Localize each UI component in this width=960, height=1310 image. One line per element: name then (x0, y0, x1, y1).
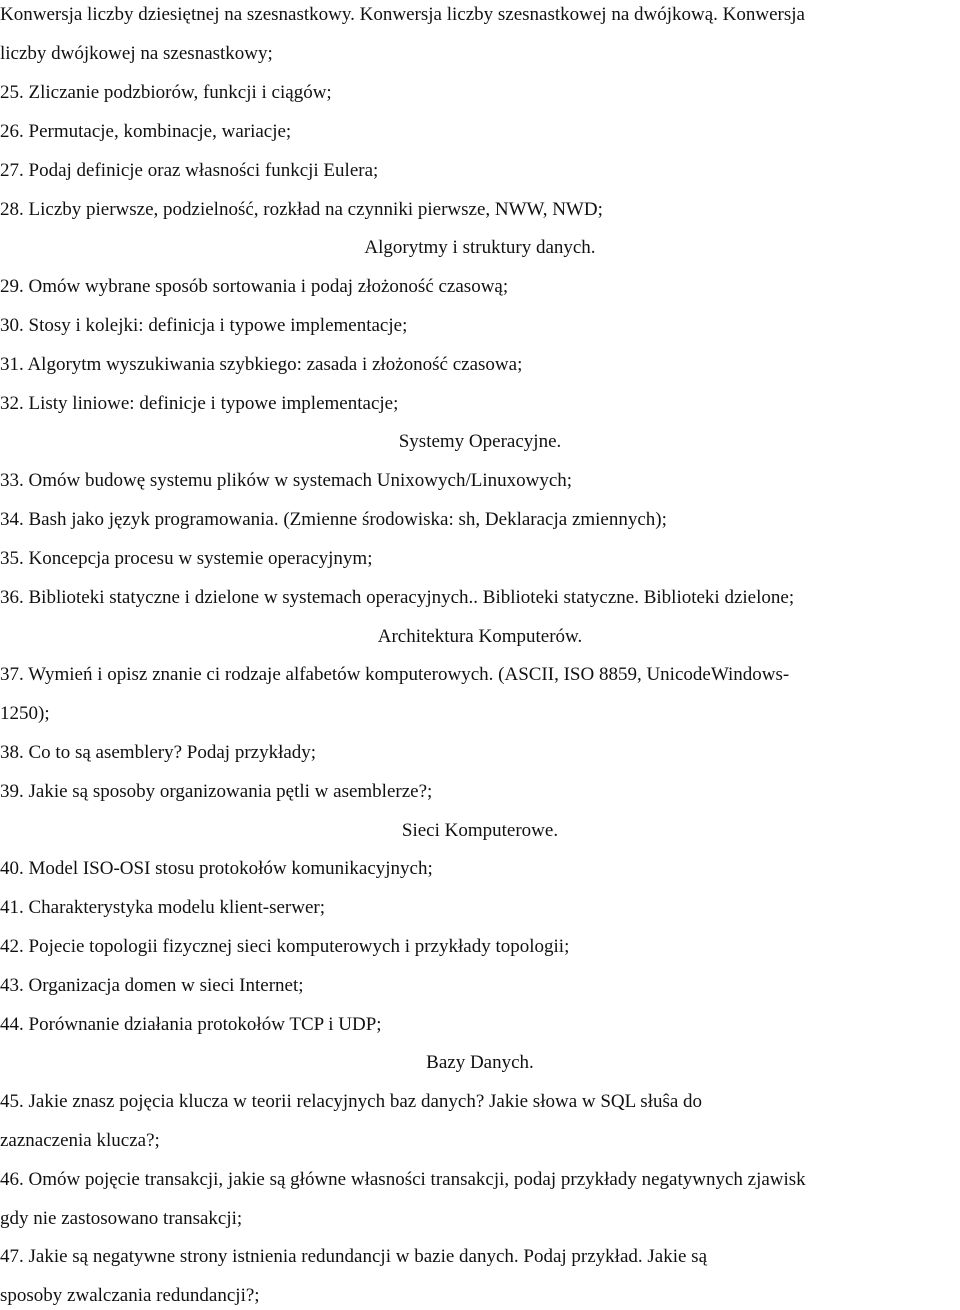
section-heading-databases: Bazy Danych. (426, 1052, 534, 1073)
question-26: 26. Permutacje, kombinacje, wariacje; (0, 121, 292, 142)
section-heading-architecture: Architektura Komputerów. (377, 626, 583, 647)
question-31: 31. Algorytm wyszukiwania szybkiego: zasada i złożoność czasowa; (0, 354, 523, 375)
intro-line-2: liczby dwójkowej na szesnastkowy; (0, 43, 273, 64)
question-32: 32. Listy liniowe: definicje i typowe implementacje; (0, 393, 399, 414)
question-40: 40. Model ISO-OSI stosu protokołów komunikacyjnych; (0, 858, 433, 879)
question-45-line-2: zaznaczenia klucza?; (0, 1130, 160, 1151)
question-45-line-1: 45. Jakie znasz pojęcia klucza w teorii relacyjnych baz danych? Jakie słowa w SQL słuŝa do (0, 1091, 703, 1112)
question-42: 42. Pojecie topologii fizycznej sieci komputerowych i przykłady topologii; (0, 936, 570, 957)
question-37-line-1: 37. Wymień i opisz znanie ci rodzaje alfabetów komputerowych. (ASCII, ISO 8859, UnicodeWindows- (0, 664, 790, 685)
question-39: 39. Jakie są sposoby organizowania pętli w asemblerze?; (0, 781, 433, 802)
question-43: 43. Organizacja domen w sieci Internet; (0, 975, 304, 996)
question-34: 34. Bash jako język programowania. (Zmienne środowiska: sh, Deklaracja zmiennych); (0, 509, 667, 530)
question-38: 38. Co to są asemblery? Podaj przykłady; (0, 742, 317, 763)
question-35: 35. Koncepcja procesu w systemie operacyjnym; (0, 548, 373, 569)
question-41: 41. Charakterystyka modelu klient-serwer; (0, 897, 326, 918)
intro-line-1: Konwersja liczby dziesiętnej na szesnastkowy. Konwersja liczby szesnastkowej na dwójkową. Konwersja (0, 4, 805, 25)
question-47-line-1: 47. Jakie są negatywne strony istnienia redundancji w bazie danych. Podaj przykład. Jakie są (0, 1246, 708, 1267)
question-25: 25. Zliczanie podzbiorów, funkcji i ciągów; (0, 82, 332, 103)
question-30: 30. Stosy i kolejki: definicja i typowe implementacje; (0, 315, 408, 336)
question-37-line-2: 1250); (0, 703, 50, 724)
question-29: 29. Omów wybrane sposób sortowania i podaj złożoność czasową; (0, 276, 509, 297)
section-heading-networks: Sieci Komputerowe. (401, 820, 559, 841)
question-36: 36. Biblioteki statyczne i dzielone w systemach operacyjnych.. Biblioteki statyczne. Biblioteki dzielone; (0, 587, 795, 608)
question-46-line-2: gdy nie zastosowano transakcji; (0, 1208, 243, 1229)
question-47-line-2: sposoby zwalczania redundancji?; (0, 1285, 260, 1306)
question-27: 27. Podaj definicje oraz własności funkcji Eulera; (0, 160, 379, 181)
question-33: 33. Omów budowę systemu plików w systemach Unixowych/Linuxowych; (0, 470, 573, 491)
question-46-line-1: 46. Omów pojęcie transakcji, jakie są główne własności transakcji, podaj przykłady negatywnych zjawisk (0, 1169, 806, 1190)
question-28: 28. Liczby pierwsze, podzielność, rozkład na czynniki pierwsze, NWW, NWD; (0, 199, 603, 220)
question-44: 44. Porównanie działania protokołów TCP i UDP; (0, 1014, 382, 1035)
section-heading-algorithms: Algorytmy i struktury danych. (364, 237, 596, 258)
section-heading-os: Systemy Operacyjne. (398, 431, 562, 452)
